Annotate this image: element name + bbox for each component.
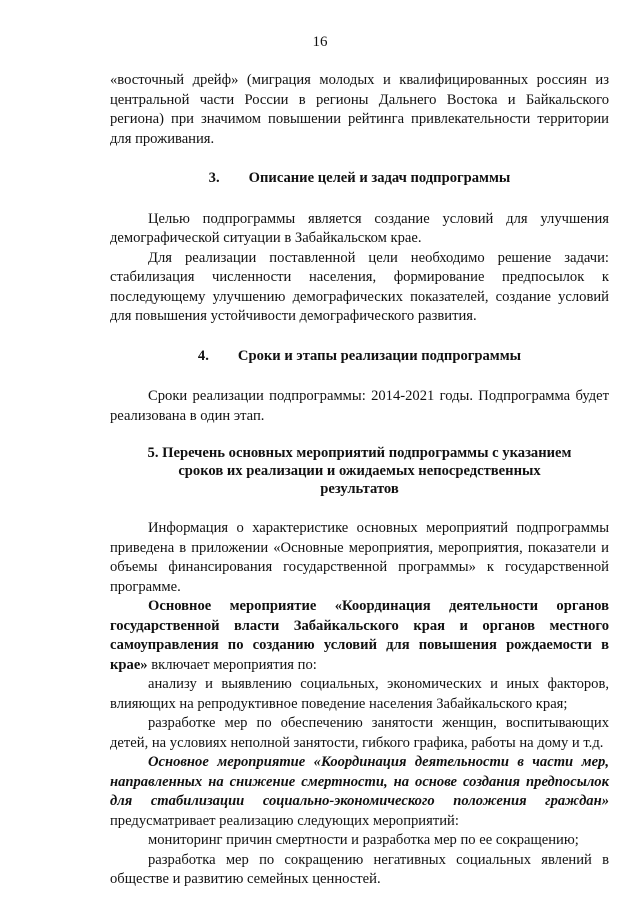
section-3-paragraph-1: Целью подпрограммы является создание условий для улучшения демографической ситуации в Забайкальском крае. bbox=[110, 210, 609, 246]
section-4-paragraph-1: Сроки реализации подпрограммы: 2014-2021 годы. Подпрограмма будет реализована в один этап. bbox=[110, 388, 609, 424]
section-3-number: 3. bbox=[208, 170, 220, 186]
section-4-number: 4. bbox=[197, 347, 209, 364]
section-5-heading bbox=[110, 444, 609, 498]
page-number: 16 bbox=[312, 34, 328, 50]
event-2-title: Основное мероприятие «Координация деятельности в части мер, направленных на снижение смертности, на основе создания предпосылок для стабилизации социально-экономического положения граждан» bbox=[110, 754, 609, 809]
event-2-tail: предусматривает реализацию следующих мероприятий: bbox=[110, 812, 459, 829]
section-3-heading bbox=[110, 169, 609, 189]
section-5-title-line-3: результатов bbox=[320, 481, 399, 497]
section-4-heading bbox=[110, 347, 609, 367]
intro-paragraph: «восточный дрейф» (миграция молодых и квалифицированных россиян из центральной части России в регионы Дальнего Востока и Байкальского региона) при значимом повышении рейтинга привлекательности территории для проживания. bbox=[110, 72, 609, 147]
event-1-title: Основное мероприятие «Координация деятельности органов государственной власти Забайкальского края и органов местного самоуправления по созданию условий для повышения рождаемости в крае» bbox=[110, 598, 609, 673]
event-2-item-1: мониторинг причин смертности и разработка мер по ее сокращению; bbox=[148, 832, 579, 848]
event-1-paragraph bbox=[110, 597, 609, 675]
section-5-title-line-1: 5. Перечень основных мероприятий подпрограммы с указанием bbox=[147, 445, 572, 461]
event-1-item-1: анализу и выявлению социальных, экономических и иных факторов, влияющих на репродуктивное поведение населения Забайкальского края; bbox=[110, 676, 609, 712]
event-1-tail: включает мероприятия по: bbox=[147, 656, 317, 673]
section-5-title-line-2: сроков их реализации и ожидаемых непосредственных bbox=[178, 463, 541, 479]
page-content bbox=[110, 71, 609, 890]
event-2-paragraph bbox=[110, 753, 609, 831]
section-3-paragraph-2: Для реализации поставленной цели необходимо решение задачи: стабилизация численности населения, формирование предпосылок к последующему улучшению демографических показателей, создание условий для повышения устойчивости демографического развития. bbox=[110, 249, 609, 324]
section-4-title: Сроки и этапы реализации подпрограммы bbox=[237, 347, 522, 364]
section-3-title: Описание целей и задач подпрограммы bbox=[248, 170, 511, 186]
event-2-item-2: разработка мер по сокращению негативных социальных явлений в обществе и развитию семейных ценностей. bbox=[110, 851, 609, 887]
event-1-item-2: разработке мер по обеспечению занятости женщин, воспитывающих детей, на условиях неполной занятости, гибкого графика, работы на дому и т.д. bbox=[110, 715, 609, 751]
section-5-paragraph-1: Информация о характеристике основных мероприятий подпрограммы приведена в приложении «Основные мероприятия, мероприятия, показатели и объемы финансирования государственной программы» к государственной программе. bbox=[110, 520, 609, 595]
